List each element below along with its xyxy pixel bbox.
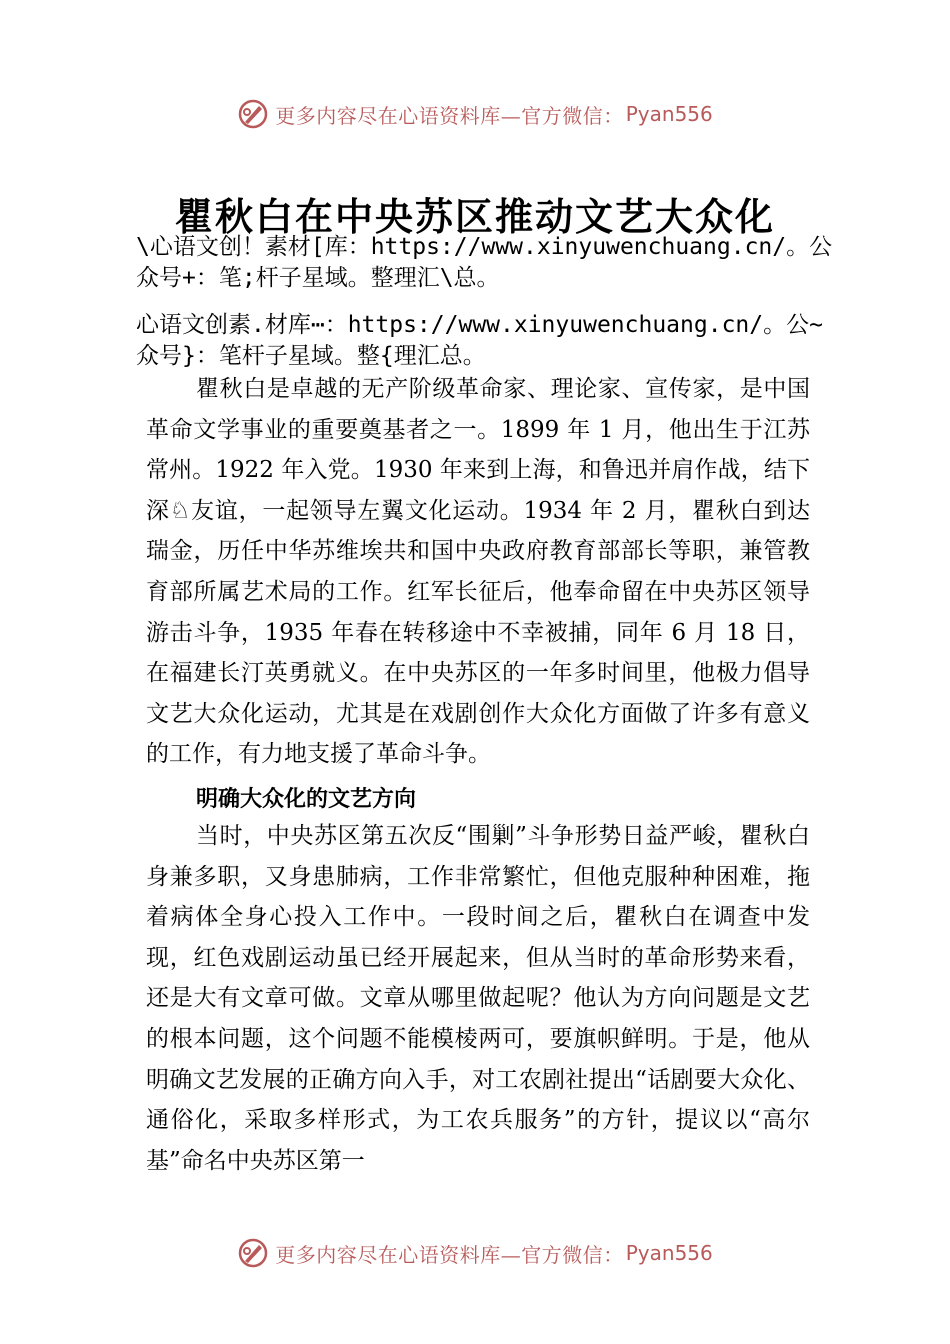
section-heading: 明确大众化的文艺方向 [196,787,417,812]
document-title: 瞿秋白在中央苏区推动文艺大众化 [174,194,775,239]
banner-wechat-id: Pyan556 [625,102,713,126]
banner-text: 更多内容尽在心语资料库—官方微信： [275,103,624,128]
pen-logo-icon [237,98,269,130]
body-paragraph-2: 当时，中央苏区第五次反“围剿”斗争形势日益严峻，瞿秋白身兼多职，又身患肺病，工作非常繁忙，但他克服种种困难，拖着病体全身心投入工作中。一段时间之后，瞿秋白在调查中发现，红色戏剧运动虽已经开展起来，但从当时的革命形势来看，还是大有文章可做。文章从哪里做起呢？他认为方向问题是文艺的根本问题，这个问题不能模棱两可，要旗帜鲜明。于是，他从明确文艺发展的正确方向入手，对工农剧社提出“话剧要大众化、通俗化，采取多样形式，为工农兵服务”的方针，提议以“高尔基”命名中央苏区第一 [146,823,810,1174]
watermark-line-1: \心语文创！素材[库：https://www.xinyuwenchuang.cn/。公众号+：笔;杆子星域。整理汇\总。 [136,234,833,291]
body-paragraph-1: 瞿秋白是卓越的无产阶级革命家、理论家、宣传家，是中国革命文学事业的重要奠基者之一。1899 年 1 月，他出生于江苏常州。1922 年入党。1930 年来到上海，和鲁迅并肩作战，结下深♘友谊，一起领导左翼文化运动。1934 年 2 月，瞿秋白到达瑞金，历任中华苏维埃共和国中央政府教育部部长等职，兼管教育部所属艺术局的工作。红军长征后，他奉命留在中央苏区领导游击斗争，1935 年春在转移途中不幸被捕，同年 6 月 18 日，在福建长汀英勇就义。在中央苏区的一年多时间里，他极力倡导文艺大众化运动，尤其是在戏剧创作大众化方面做了许多有意义的工作，有力地支援了革命斗争。 [146,376,810,768]
footer-banner [0,1233,950,1273]
banner-wechat-id: Pyan556 [625,1241,713,1265]
pen-logo-icon [237,1237,269,1269]
header-banner [0,94,950,134]
banner-text: 更多内容尽在心语资料库—官方微信： [275,1242,624,1267]
watermark-line-2: 心语文创素.材库⋯：https://www.xinyuwenchuang.cn/。公~众号}：笔杆子星域。整{理汇总。 [136,312,823,369]
